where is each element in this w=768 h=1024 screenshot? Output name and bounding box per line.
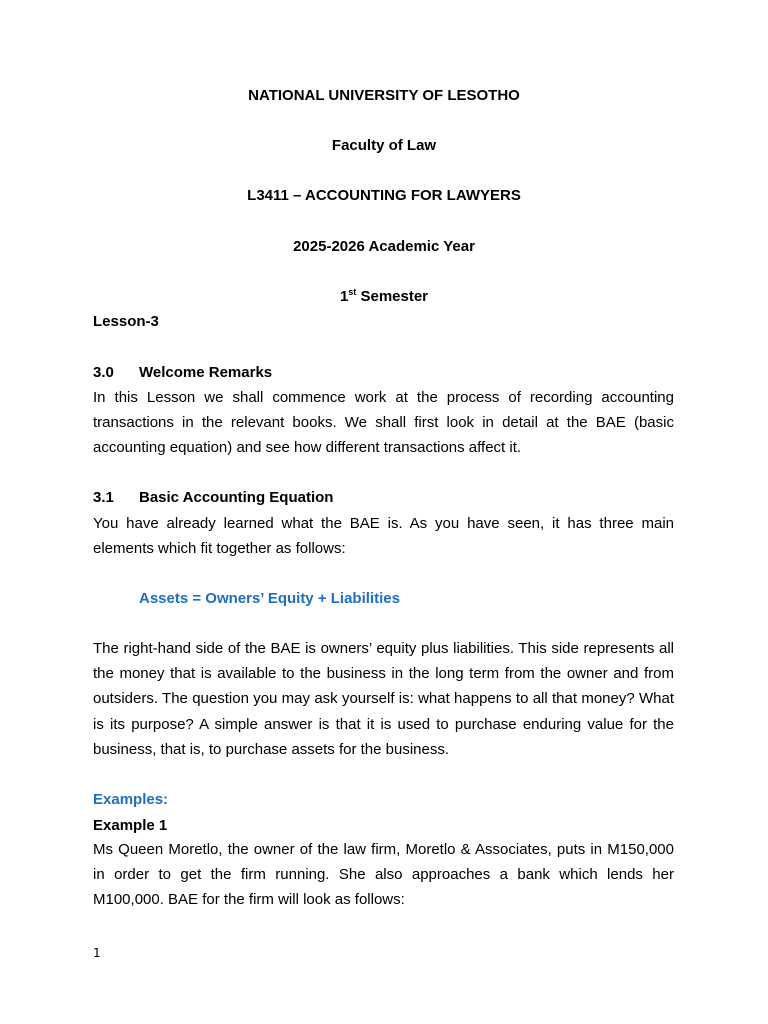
page-number: 1 [93,946,101,960]
bae-body-paragraph: The right-hand side of the BAE is owners’ equity plus liabilities. This side represents all the money that is available to the business in the long term from the owner and from outsiders. The question you may ask yourself is: what happens to all that money? What is its purpose? A simple answer is that it is used to purchase enduring value for the business, that is, to purchase assets for the business. [93,640,674,758]
welcome-paragraph: In this Lesson we shall commence work at the process of recording accounting transactions in the relevant books. We shall first look in detail at the BAE (basic accounting equation) and see how different transactions affect it. [93,389,674,457]
course-title: L3411 – ACCOUNTING FOR LAWYERS [247,187,521,204]
section-title: Basic Accounting Equation [139,489,334,506]
academic-year: 2025-2026 Academic Year [293,238,475,255]
example-1-paragraph: Ms Queen Moretlo, the owner of the law firm, Moretlo & Associates, puts in M150,000 in order to get the firm running. She also approaches a bank which lends her M100,000. BAE for the firm will look as follows: [93,841,674,909]
section-number: 3.0 [93,364,114,381]
section-heading-welcome [93,363,272,383]
lesson-label: Lesson-3 [93,313,159,330]
example-1-title: Example 1 [93,817,168,834]
examples-heading: Examples: [93,791,169,808]
semester-suffix: st [348,287,357,297]
semester-label [0,287,768,307]
semester-number: 1 [339,288,349,305]
section-heading-bae [93,488,333,508]
section-title: Welcome Remarks [139,364,273,381]
bae-intro-paragraph: You have already learned what the BAE is. As you have seen, it has three main elements which fit together as follows: [93,515,674,558]
accounting-equation: Assets = Owners’ Equity + Liabilities [139,590,400,607]
section-number: 3.1 [93,489,114,506]
university-name: NATIONAL UNIVERSITY OF LESOTHO [248,87,520,104]
faculty-name: Faculty of Law [331,137,437,154]
semester-word: Semester [356,288,429,305]
